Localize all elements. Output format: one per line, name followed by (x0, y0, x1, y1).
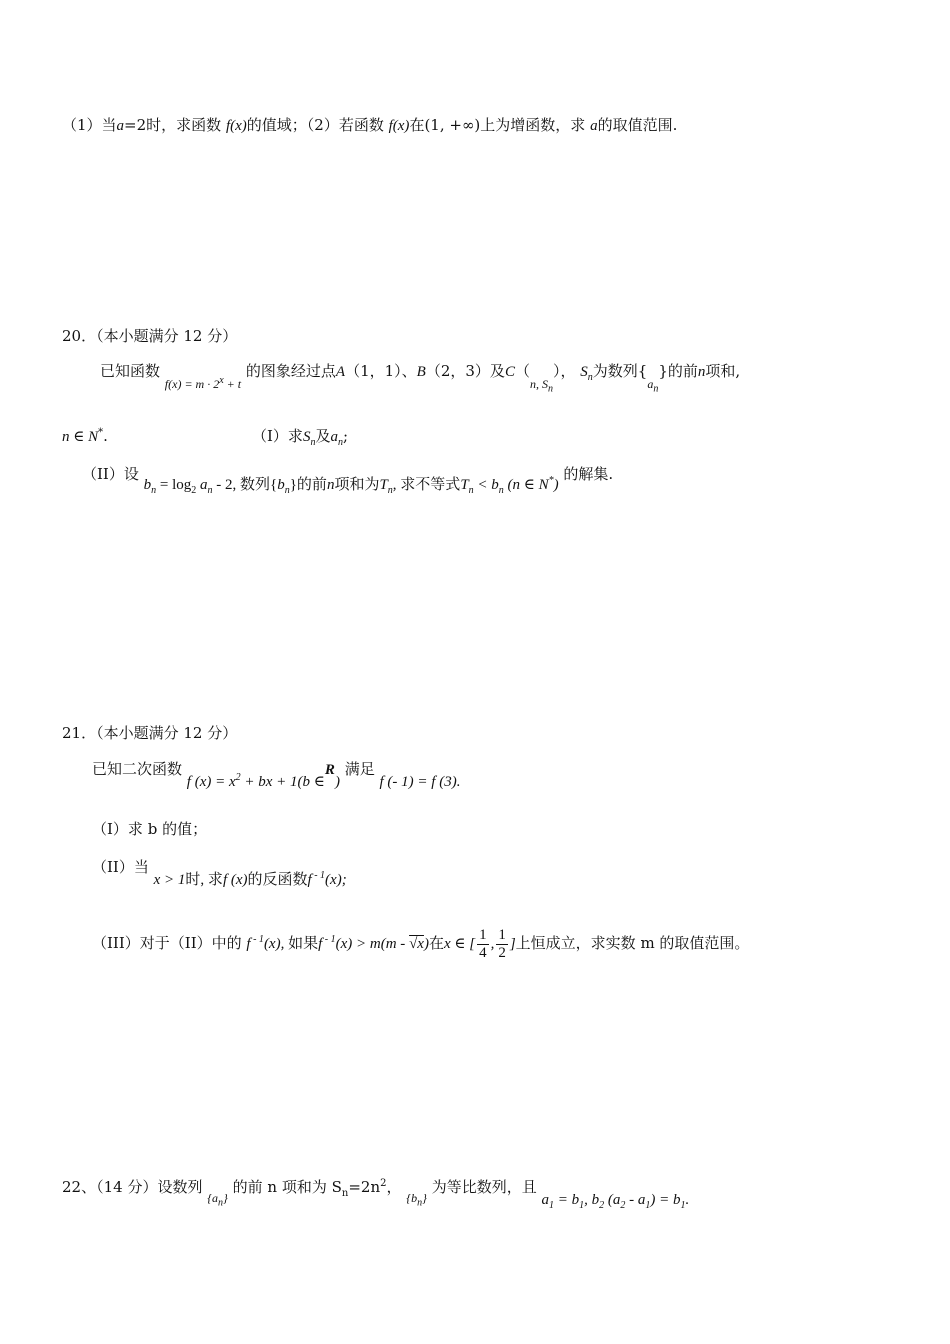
q19-var-a2: a (590, 118, 598, 134)
q22-mid1-eq: =2n (348, 1178, 381, 1196)
q20-point-c: C (504, 364, 515, 380)
q21-frac-half (496, 928, 508, 961)
q20-intro: 已知函数 (100, 362, 161, 380)
q20-part2-end: 的解集. (563, 465, 614, 483)
q21-part2-formula (154, 872, 347, 888)
q20-point-c-coord (529, 377, 553, 395)
q20-part2-b2-sub: n (284, 485, 290, 496)
q20-part2-log-base: 2 (191, 485, 197, 496)
q22-seq-a-open: {a (207, 1191, 219, 1205)
q19-cond: =2时，求函数 (124, 116, 222, 134)
q22-seq-b-open: {b (406, 1191, 418, 1205)
q20-point-a: A (335, 364, 346, 380)
q22-mid2: 为等比数列，且 (431, 1178, 537, 1196)
q20-point-a-coord: （1，1）、 (345, 362, 417, 380)
q20-part1-s-sub: n (310, 437, 316, 448)
q22-seq-b-close: } (422, 1191, 427, 1205)
q21-part2-finv: f (307, 872, 312, 888)
q21-func-r: R (324, 762, 335, 778)
q21-func-sup: 2 (235, 772, 241, 783)
q20-part2-a-sub: n (207, 485, 213, 496)
q19-part1-suffix: 的值域；（2）若函数 (246, 116, 384, 134)
q20-part2-formula (143, 475, 559, 496)
q20-part2-prefix: （II）设 (82, 465, 139, 483)
q22-cond-a1-sub: 1 (549, 1200, 554, 1211)
q20-part2-paren: (n ∈ N (503, 477, 549, 493)
q22-cond-a1: a (541, 1192, 549, 1208)
q20-point-c-n: n, S (529, 377, 548, 391)
q22-cond-minus: - a (625, 1192, 646, 1208)
q21-frac2-num: 1 (498, 927, 506, 943)
q21-part2-finv-arg: (x); (325, 872, 347, 888)
q20-n: n (697, 364, 706, 380)
q22-cond-close: ) = b (650, 1192, 681, 1208)
q22-cond-b2: , b (584, 1192, 600, 1208)
q21-part3-ineq-close: ) (423, 935, 429, 952)
q22-cond-dot: . (685, 1192, 690, 1208)
q19-part2-suffix: 的取值范围. (597, 116, 678, 134)
q21-part2 (92, 856, 347, 888)
q21-part2-cond: x > 1 (153, 872, 186, 888)
q21-part3-in: 在 (428, 935, 444, 952)
q19-parts-line (62, 114, 677, 135)
q21-function (186, 762, 340, 790)
q20-desc4: 项和, (705, 362, 741, 380)
q22-cond-paren: (a (604, 1192, 621, 1208)
q22-seq-a-close: } (223, 1191, 228, 1205)
q20-part2-close: ) (553, 477, 559, 493)
q20-desc3: }的前 (658, 362, 698, 380)
q20-part1-a-sub: n (337, 437, 343, 448)
q20-part1-a: a (330, 429, 338, 445)
q21-satisfy: 满足 (344, 760, 375, 778)
q21-part2-mid: 时, 求 (185, 872, 223, 888)
q20-point-b: B (416, 364, 426, 380)
q21-frac1-den: 4 (479, 945, 487, 961)
q20-part1-s: S (302, 429, 311, 445)
q21-part2-f: f (x) (222, 872, 248, 888)
q21-part3-prefix: （III）对于（II）中的 (92, 933, 242, 952)
q20-part2-lt-sub: n (498, 485, 504, 496)
q20-part1-prefix: （I）求 (252, 427, 303, 445)
q20-part2-mid: }的前 (289, 477, 327, 493)
q22-cond-end-sub: 1 (680, 1200, 686, 1211)
q19-func2: f(x) (388, 118, 410, 134)
q20-function (165, 377, 241, 391)
q21-frac-quarter (477, 928, 489, 961)
q21-cond: f (- 1) = f (3). (379, 774, 461, 790)
q21-statement (92, 758, 461, 790)
q20-part1-and: 及 (315, 427, 331, 445)
q20-part2 (82, 463, 614, 496)
q21-part3-f2-sup: - 1 (322, 933, 336, 945)
q19-part1-prefix: （1）当 (62, 116, 117, 134)
q21-part3 (92, 928, 749, 961)
q20-part2-mid2: 项和为 (334, 477, 380, 493)
q21-header: 21．（本小题满分 12 分） (62, 724, 238, 742)
q20-func-lhs: f(x) = m · 2 (164, 377, 220, 391)
q20-func-exp: x (219, 375, 224, 386)
q21-part3-f: f (246, 935, 251, 952)
q20-point-b-coord: （2，3）及 (425, 362, 505, 380)
q22-prefix: 22、（14 分）设数列 (62, 1178, 203, 1196)
q19-var-a: a (116, 118, 125, 134)
q20-part2-lt: < b (473, 477, 499, 493)
q21-part3-f-sup: - 1 (250, 933, 264, 945)
q20-part2-n: n (326, 477, 335, 493)
q21-intro: 已知二次函数 (92, 760, 183, 778)
q21-part3-sqrt: √x (409, 935, 424, 952)
q20-sn-sub: n (587, 372, 593, 383)
q20-point-c-open: （ (514, 362, 530, 380)
q19-part2-mid: 在(1, +∞)上为增函数，求 (409, 116, 586, 134)
q21-func: f (x) = x (186, 774, 236, 790)
q20-n-in-n: n ∈ N (62, 429, 99, 445)
q20-part2-b-sub: n (151, 485, 157, 496)
q22-mid1-sub: n (341, 1188, 349, 1199)
q22-statement (62, 1176, 690, 1211)
q20-part2-t2: T (460, 477, 469, 493)
q20-desc2: 为数列{ (592, 362, 648, 380)
q20-part2-b: b (143, 477, 152, 493)
q21-part2-prefix: （II）当 (92, 858, 149, 876)
q22-seq-b (406, 1191, 427, 1209)
q20-part2-b2: b (277, 477, 285, 493)
q22-cond-eq1: = b (554, 1192, 580, 1208)
q20-func-rhs: + t (223, 377, 242, 391)
q20-part2-star: * (548, 475, 554, 486)
q20-line2 (62, 427, 108, 446)
q21-part1: （I）求 b 的值； (92, 820, 208, 838)
q20-an-sub: n (653, 383, 659, 395)
q22-seq-b-sub: n (417, 1197, 423, 1209)
q21-frac2-den: 2 (498, 945, 506, 961)
q21-part2-mid2: 的反函数 (247, 872, 308, 888)
q21-part3-f-arg: (x), (263, 935, 285, 952)
q20-part2-t: T (379, 477, 388, 493)
q20-part2-t-sub: n (387, 485, 393, 496)
q21-part3-formula (246, 927, 516, 961)
q22-mid1: 的前 n 项和为 S (232, 1178, 342, 1196)
q22-mid1-sup: 2 (380, 1178, 387, 1189)
q19-func: f(x) (225, 118, 247, 134)
q20-part1 (252, 425, 348, 448)
q20-point-c-close: ）， (552, 362, 576, 380)
q20-part2-log: = log (156, 477, 192, 493)
q20-point-c-sub: n (547, 383, 553, 395)
q21-func-close: ) (334, 774, 340, 790)
q20-n-star: * (98, 427, 104, 438)
q22-mid1-comma: ， (386, 1178, 402, 1196)
q20-dot: . (103, 427, 108, 445)
q20-part2-t2-sub: n (468, 485, 474, 496)
q22-seq-a (207, 1191, 228, 1209)
q20-header: 20．（本小题满分 12 分） (62, 327, 238, 345)
q20-an-var: a (647, 377, 654, 391)
q21-func-rest: + bx + 1(b ∈ (240, 774, 325, 790)
q22-cond-a2-sub: 2 (620, 1200, 626, 1211)
q20-an (647, 377, 659, 395)
q22-cond-b2-sub: 2 (599, 1200, 605, 1211)
q21-part3-comma: , (490, 935, 495, 952)
q22-cond-b1-sub: 1 (579, 1200, 585, 1211)
q21-part3-f2: f (318, 935, 323, 952)
q21-part3-x: x ∈ [ (443, 935, 476, 952)
q22-condition (541, 1192, 690, 1211)
q20-part2-mid3: , 求不等式 (392, 477, 461, 493)
q22-seq-a-sub: n (218, 1197, 224, 1209)
q21-part3-if: 如果 (284, 935, 319, 952)
q21-part2-finv-sup: - 1 (311, 870, 326, 881)
q21-part3-ineq: (x) > m(m - (335, 935, 410, 952)
q20-desc1: 的图象经过点 (245, 362, 336, 380)
q20-sn: S (580, 364, 588, 380)
q21-part3-end: 上恒成立，求实数 m 的取值范围。 (515, 933, 750, 952)
q21-part3-bracket: ] (509, 935, 516, 952)
q20-part1-end: ; (342, 427, 349, 445)
q21-frac1-num: 1 (479, 927, 487, 943)
q20-part2-minus: - 2, 数列{ (212, 477, 278, 493)
q22-cond-a1b-sub: 1 (645, 1200, 651, 1211)
q20-part2-a: a (196, 477, 208, 493)
